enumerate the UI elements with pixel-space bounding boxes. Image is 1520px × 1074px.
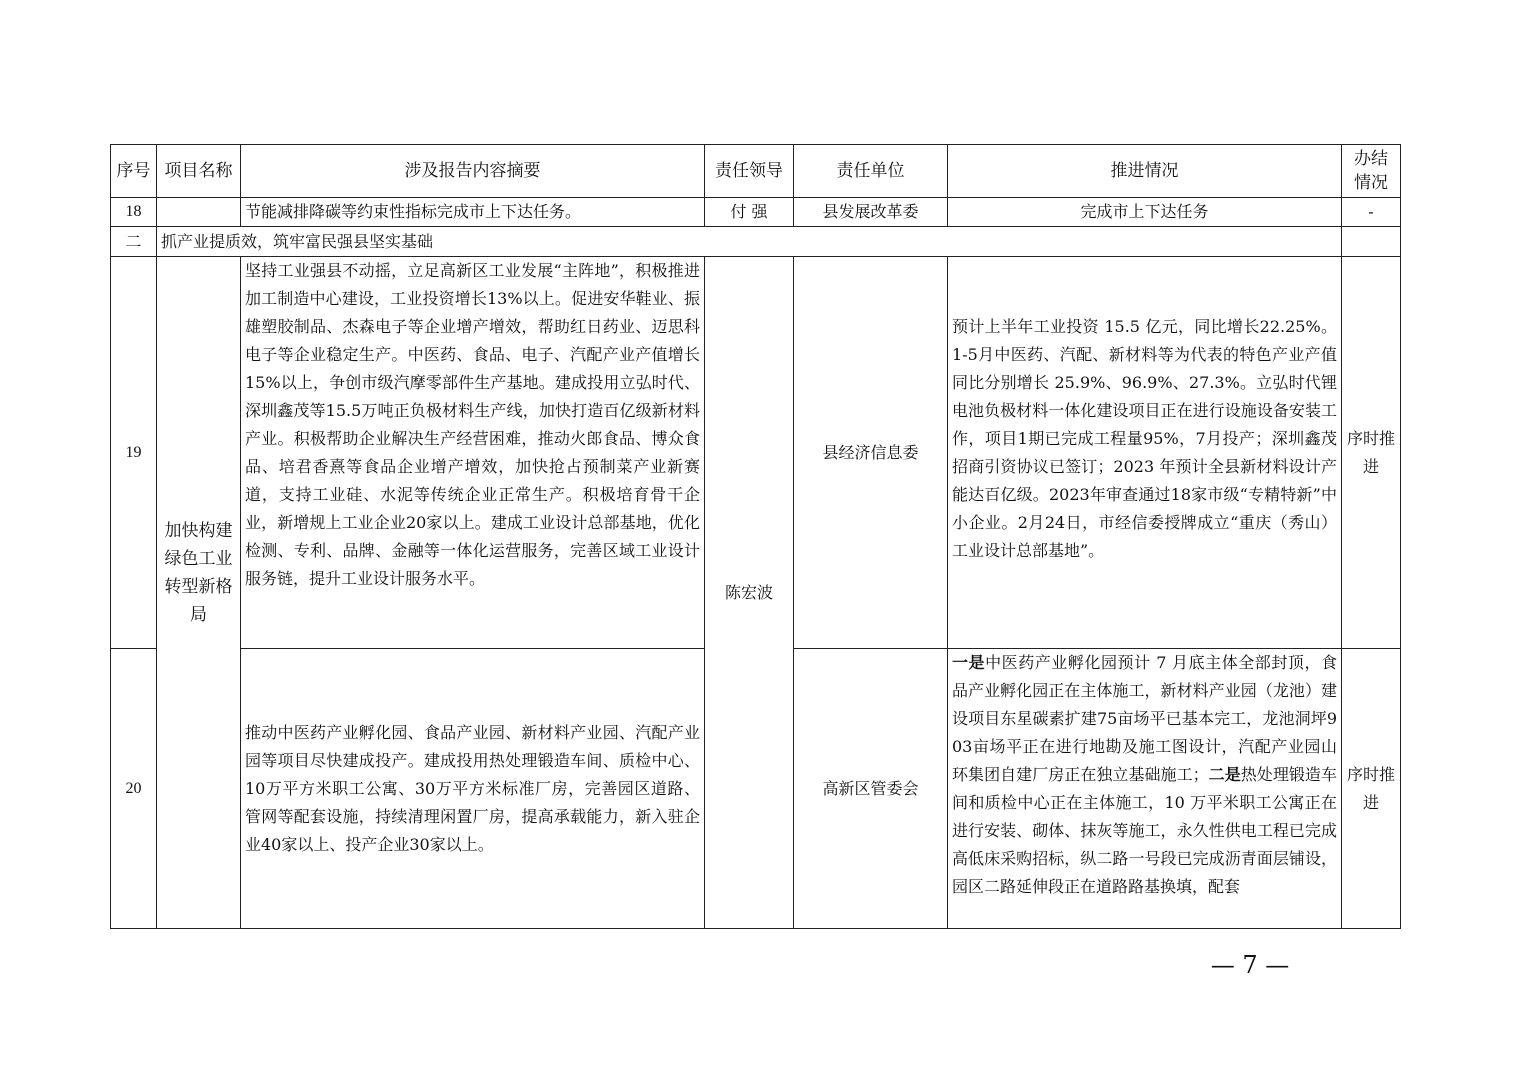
row-project bbox=[157, 198, 241, 227]
row-status: 序时推进 bbox=[1342, 257, 1401, 649]
section-number: 二 bbox=[111, 227, 157, 257]
row-unit: 高新区管委会 bbox=[794, 649, 948, 929]
header-project: 项目名称 bbox=[157, 145, 241, 198]
section-status bbox=[1342, 227, 1401, 257]
section-title: 抓产业提质效，筑牢富民强县坚实基础 bbox=[157, 227, 1342, 257]
progress-label-first: 一是 bbox=[952, 653, 986, 672]
header-leader: 责任领导 bbox=[705, 145, 794, 198]
section-row bbox=[111, 227, 1401, 257]
row-status: - bbox=[1342, 198, 1401, 227]
row-unit: 县经济信息委 bbox=[794, 257, 948, 649]
table-row bbox=[111, 198, 1401, 227]
group-project-name bbox=[157, 257, 241, 929]
page-number: — 7 — bbox=[1210, 951, 1290, 979]
row-status: 序时推进 bbox=[1342, 649, 1401, 929]
group-project-label: 加快构建绿色工业转型新格局 bbox=[164, 521, 233, 625]
row-seq: 18 bbox=[111, 198, 157, 227]
report-table bbox=[110, 144, 1401, 929]
row-progress bbox=[948, 257, 1342, 649]
header-status: 办结情况 bbox=[1342, 145, 1401, 198]
progress-part-first: 中医药产业孵化园预计 7 月底主体全部封顶，食品产业孵化园正在主体施工，新材料产业园（龙池）建设项目东星碳素扩建75亩场平已基本完工，龙池洞坪903亩场平正在进行地勘及施工图设计，汽配产业园山环集团自建厂房正在独立基础施工； bbox=[952, 653, 1337, 784]
row-unit: 县发展改革委 bbox=[794, 198, 948, 227]
group-leader: 陈宏波 bbox=[705, 257, 794, 929]
row-summary: 节能减排降碳等约束性指标完成市上下达任务。 bbox=[241, 198, 705, 227]
header-seq: 序号 bbox=[111, 145, 157, 198]
row-progress bbox=[948, 649, 1342, 929]
progress-text: 预计上半年工业投资 15.5 亿元，同比增长22.25%。1-5月中医药、汽配、新材料等为代表的特色产业产值同比分别增长 25.9%、96.9%、27.3%。立弘时代锂电池负极材料一体化建设项目正在进行设施设备安装工作，项目1期已完成工程量95%，7月投产；深圳鑫茂招商引资协议已签订；2023 年预计全县新材料设计产能达百亿级。2023年审查通过18家市级“专精特新”中小企业。2月24日，市经信委授牌成立“重庆（秀山）工业设计总部基地”。 bbox=[952, 317, 1337, 560]
table-header-row bbox=[111, 145, 1401, 198]
row-seq: 19 bbox=[111, 257, 157, 649]
header-summary: 涉及报告内容摘要 bbox=[241, 145, 705, 198]
table-row bbox=[111, 257, 1401, 649]
row-leader: 付 强 bbox=[705, 198, 794, 227]
row-summary: 坚持工业强县不动摇，立足高新区工业发展“主阵地”，积极推进加工制造中心建设，工业投资增长13%以上。促进安华鞋业、振雄塑胶制品、杰森电子等企业增产增效，帮助红日药业、迈思科电子等企业稳定生产。中医药、食品、电子、汽配产业产值增长15%以上，争创市级汽摩零部件生产基地。建成投用立弘时代、深圳鑫茂等15.5万吨正负极材料生产线，加快打造百亿级新材料产业。积极帮助企业解决生产经营困难，推动火郎食品、博众食品、培君香熹等食品企业增产增效，加快抢占预制菜产业新赛道，支持工业硅、水泥等传统企业正常生产。积极培育骨干企业，新增规上工业企业20家以上。建成工业设计总部基地，优化检测、专利、品牌、金融等一体化运营服务，完善区域工业设计服务链，提升工业设计服务水平。 bbox=[241, 257, 705, 649]
row-summary: 推动中医药产业孵化园、食品产业园、新材料产业园、汽配产业园等项目尽快建成投产。建成投用热处理锻造车间、质检中心、10万平方米职工公寓、30万平方米标准厂房，完善园区道路、管网等配套设施，持续清理闲置厂房，提高承载能力，新入驻企业40家以上、投产企业30家以上。 bbox=[241, 649, 705, 929]
progress-part-second: 热处理锻造车间和质检中心正在主体施工，10 万平米职工公寓正在进行安装、砌体、抹灰等施工，永久性供电工程已完成高低床采购招标，纵二路一号段已完成沥青面层铺设，园区二路延伸段正在道路路基换填，配套 bbox=[952, 765, 1337, 896]
row-seq: 20 bbox=[111, 649, 157, 929]
header-progress: 推进情况 bbox=[948, 145, 1342, 198]
header-unit: 责任单位 bbox=[794, 145, 948, 198]
row-progress: 完成市上下达任务 bbox=[948, 198, 1342, 227]
progress-label-second: 二是 bbox=[1208, 765, 1241, 784]
